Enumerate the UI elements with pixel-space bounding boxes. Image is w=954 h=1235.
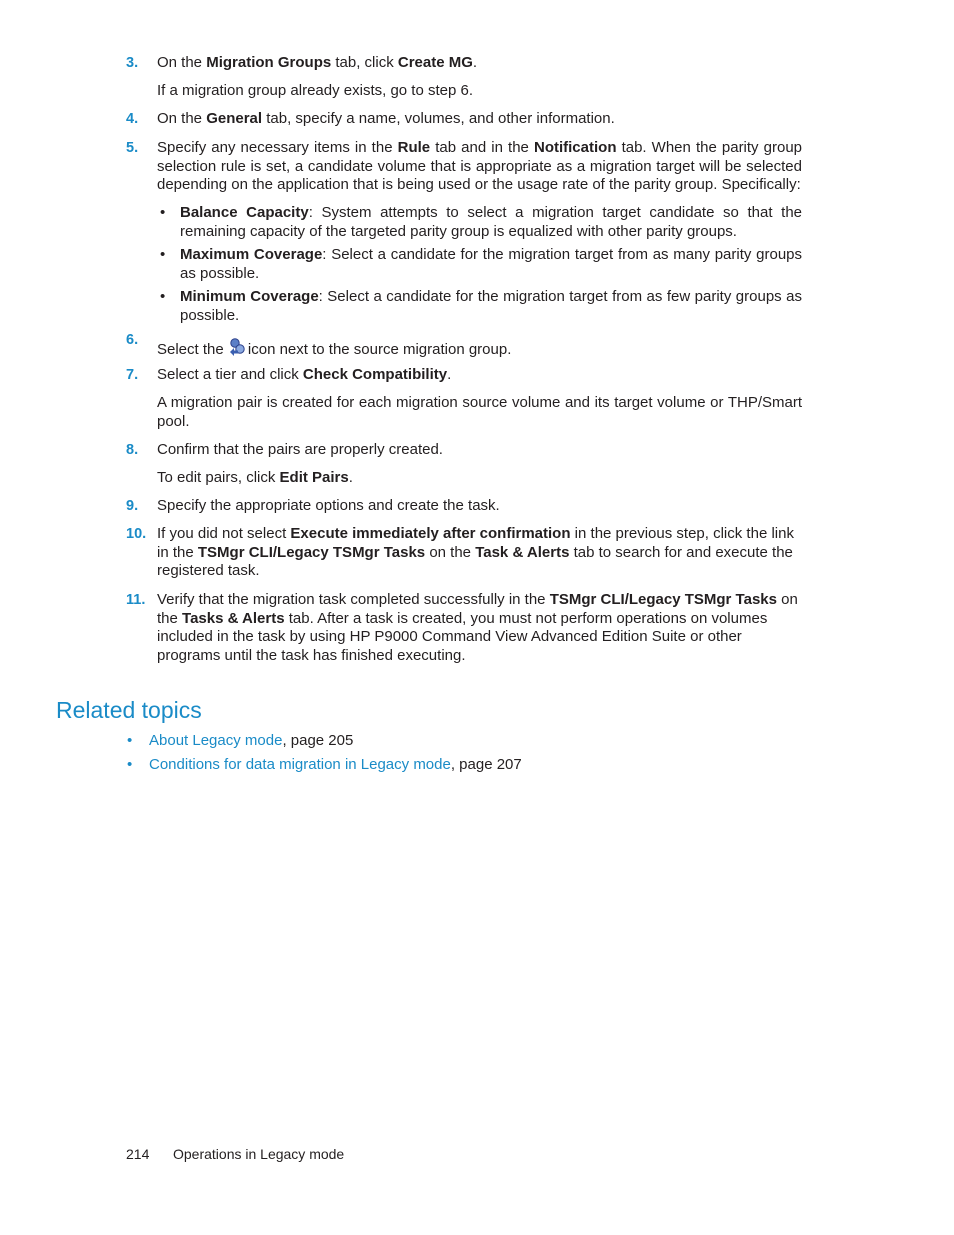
step-number: 4. bbox=[126, 111, 139, 127]
bullet-icon: • bbox=[127, 732, 133, 749]
related-item: About Legacy mode, page 205 bbox=[149, 732, 354, 749]
bullet-minimum-coverage: Minimum Coverage: Select a candidate for the migration target from as few parity groups as possible. bbox=[180, 288, 802, 324]
step-8-note: To edit pairs, click Edit Pairs. bbox=[157, 469, 353, 486]
step-8-text: Confirm that the pairs are properly created. bbox=[157, 441, 443, 458]
related-topics-heading: Related topics bbox=[56, 697, 202, 723]
footer-section-title: Operations in Legacy mode bbox=[173, 1146, 345, 1162]
about-legacy-mode-link[interactable]: About Legacy mode bbox=[149, 732, 283, 749]
related-item: Conditions for data migration in Legacy mode, page 207 bbox=[149, 756, 522, 773]
step-7-note: A migration pair is created for each migration source volume and its target volume or THP/Smart pool. bbox=[157, 394, 802, 430]
step-9-text: Specify the appropriate options and create the task. bbox=[157, 497, 500, 514]
step-10-text: If you did not select Execute immediately after confirmation in the previous step, click the link in the TSMgr CLI/Legacy TSMgr Tasks on the Task & Alerts tab to search for and execute the registered task. bbox=[157, 525, 794, 580]
step-7-text: Select a tier and click Check Compatibility. bbox=[157, 366, 452, 383]
step-number: 8. bbox=[126, 442, 139, 458]
step-5-text: Specify any necessary items in the Rule tab and in the Notification tab. When the parity group selection rule is set, a candidate volume that is appropriate as a migration target will be selected depending on the application that is being used or the usage rate of the parity group. Specifically: bbox=[157, 139, 803, 194]
bullet-icon: • bbox=[160, 246, 166, 263]
bullet-balance-capacity: Balance Capacity: System attempts to select a migration target candidate so that the remaining capacity of the targeted parity group is equalized with other parity groups. bbox=[180, 204, 802, 240]
bullet-icon: • bbox=[127, 756, 133, 773]
step-number: 11. bbox=[126, 592, 146, 608]
bullet-icon: • bbox=[160, 288, 166, 305]
step-11-text: Verify that the migration task completed successfully in the TSMgr CLI/Legacy TSMgr Tasks on the Tasks & Alerts tab. After a task is created, you must not perform operations on volumes included in the task by using HP P9000 Command View Advanced Edition Suite or other programs until the task has finished executing. bbox=[157, 591, 798, 665]
step-3-note: If a migration group already exists, go to step 6. bbox=[157, 82, 474, 99]
migration-pair-icon bbox=[228, 338, 247, 362]
step-number: 7. bbox=[126, 367, 139, 383]
step-6-text: Select the icon next to the source migration group. bbox=[157, 338, 802, 362]
bullet-icon: • bbox=[160, 204, 166, 221]
conditions-data-migration-link[interactable]: Conditions for data migration in Legacy mode bbox=[149, 756, 451, 773]
page-number: 214 bbox=[126, 1146, 150, 1162]
bullet-maximum-coverage: Maximum Coverage: Select a candidate for the migration target from as many parity groups as possible. bbox=[180, 246, 802, 282]
step-number: 6. bbox=[126, 332, 139, 348]
step-number: 5. bbox=[126, 140, 139, 156]
step-number: 10. bbox=[126, 526, 147, 542]
step-number: 9. bbox=[126, 498, 139, 514]
step-number: 3. bbox=[126, 55, 139, 71]
step-4-text: On the General tab, specify a name, volumes, and other information. bbox=[157, 110, 615, 127]
step-3-text: On the Migration Groups tab, click Create MG. bbox=[157, 54, 478, 71]
